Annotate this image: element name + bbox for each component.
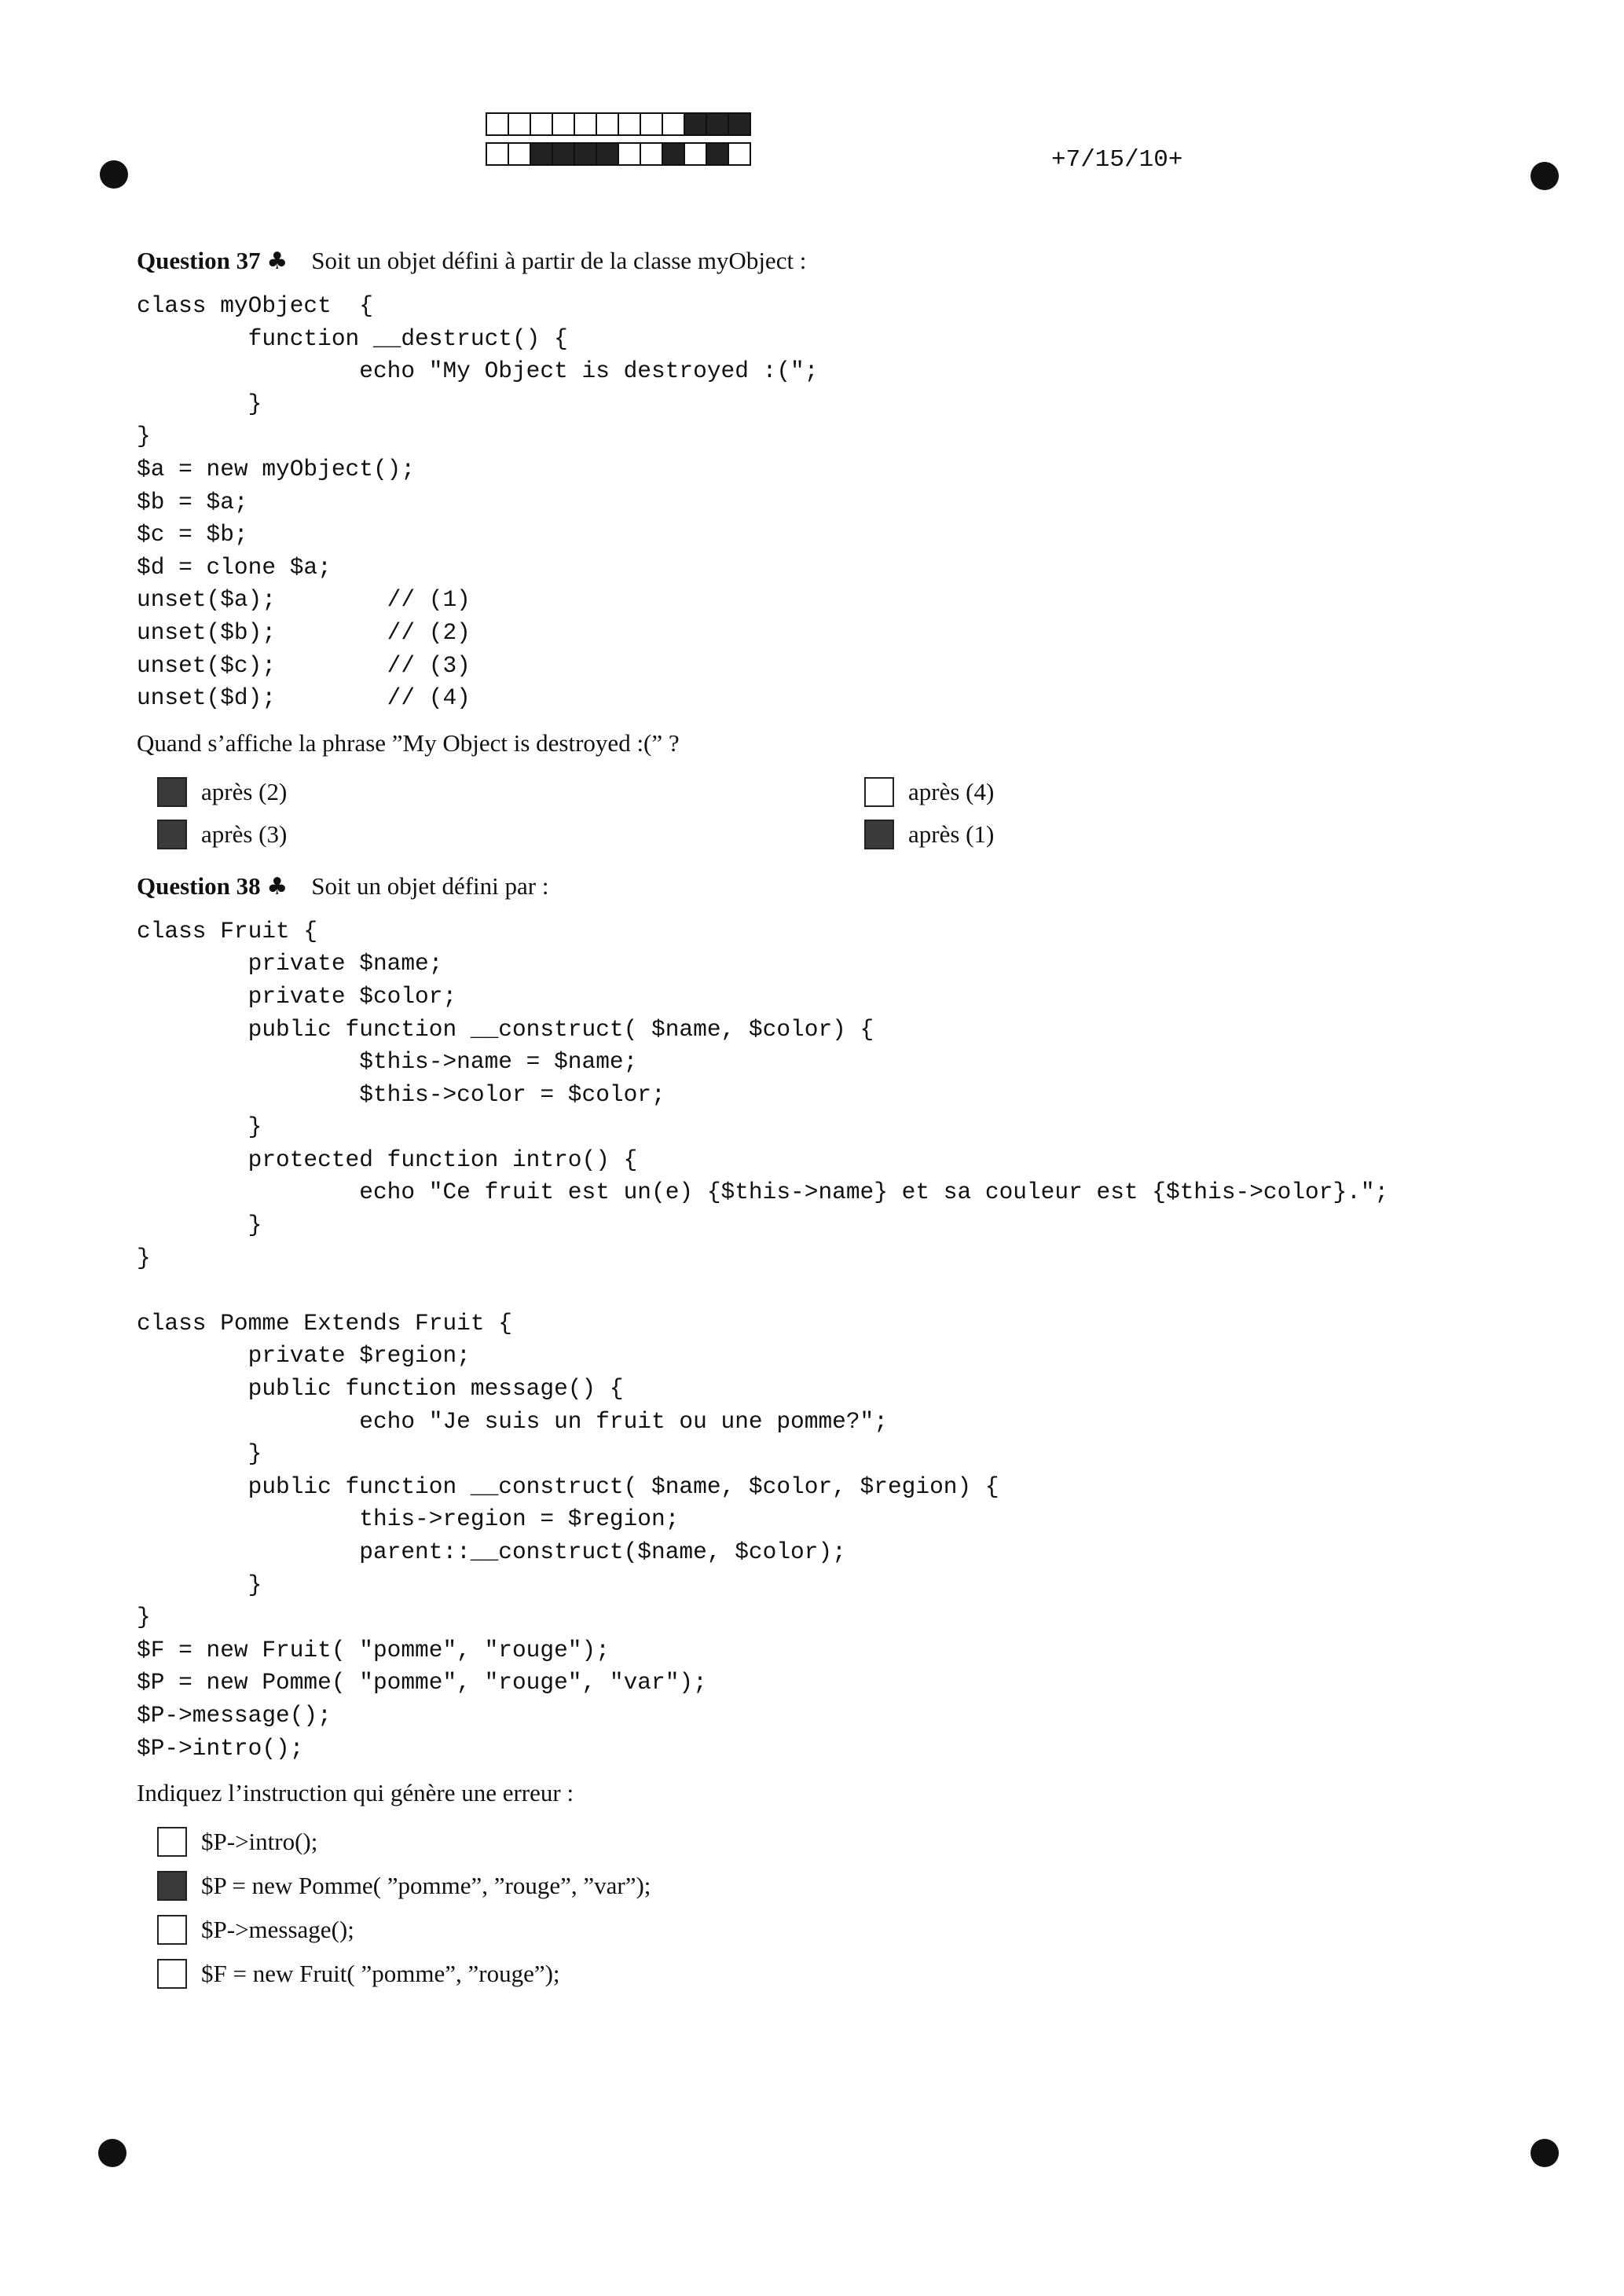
code-block: class myObject { function __destruct() { echo "My Object is destroyed :("; } } $a = new myObject(); $b = $a; $c = $b; $d = clone $a; unset($a); // (1) unset($b); // (2) unset($c); // (3) unset($d); // (4): [137, 292, 819, 712]
answer-label: après (1): [908, 820, 995, 848]
question-number: Question 38: [137, 871, 261, 900]
checkbox-unchecked[interactable]: [157, 1959, 187, 1989]
checkbox-checked[interactable]: [157, 777, 187, 807]
registration-mark-bottom-left: [98, 2139, 126, 2167]
answer-option[interactable]: [157, 1825, 1472, 1859]
answer-option[interactable]: [864, 775, 1414, 809]
page-identifier: +7/15/10+: [1051, 146, 1183, 174]
answer-option[interactable]: [157, 1869, 1472, 1903]
checkbox-checked[interactable]: [157, 820, 187, 849]
checkbox-unchecked[interactable]: [157, 1827, 187, 1857]
id-barcode-row-2: [486, 142, 750, 166]
club-icon: ♣: [266, 872, 288, 900]
id-barcode-row-1: [486, 112, 750, 136]
question-heading: [137, 869, 1472, 904]
answer-option[interactable]: [157, 817, 864, 852]
question-prompt: Quand s’affiche la phrase ”My Object is destroyed :(” ?: [137, 728, 680, 757]
answer-option[interactable]: [157, 1957, 1472, 1991]
question-heading: [137, 244, 1472, 279]
answer-option[interactable]: [157, 1913, 1472, 1947]
checkbox-unchecked[interactable]: [157, 1915, 187, 1945]
answer-options: [157, 775, 1472, 852]
answer-label: $P->message();: [201, 1916, 354, 1944]
question-37: [137, 244, 1472, 852]
question-number: Question 37: [137, 247, 261, 274]
answer-options: [157, 1825, 1472, 1991]
registration-mark-top-left: [100, 160, 128, 189]
checkbox-checked[interactable]: [864, 820, 894, 849]
registration-mark-bottom-right: [1531, 2139, 1559, 2167]
club-icon: ♣: [266, 248, 288, 275]
answer-option[interactable]: [864, 817, 1414, 852]
question-38: [137, 869, 1472, 1991]
answer-label: après (2): [201, 777, 288, 805]
answer-label: $P->intro();: [201, 1828, 318, 1856]
answer-label: $F = new Fruit( ”pomme”, ”rouge”);: [201, 1960, 560, 1988]
question-intro: Soit un objet défini à partir de la classe myObject :: [311, 247, 807, 274]
question-intro: Soit un objet défini par :: [311, 871, 549, 900]
answer-label: $P = new Pomme( ”pomme”, ”rouge”, ”var”);: [201, 1872, 651, 1900]
checkbox-checked[interactable]: [157, 1871, 187, 1901]
checkbox-unchecked[interactable]: [864, 777, 894, 807]
code-block: class Fruit { private $name; private $color; public function __construct( $name, $color) { $this->name = $name; $this->color = $color; } protected function intro() { echo "Ce fruit est un(e) {$this->name} et sa couleur est {$this->color}."; } } class Pomme Extends Fruit { private $region; public function message() { echo "Je suis un fruit ou une pomme?"; } public function __construct( $name, $color, $region) { this->region = $region; parent::__construct($name, $color); } } $F = new Fruit( "pomme", "rouge"); $P = new Pomme( "pomme", "rouge", "var"); $P->message(); $P->intro();: [137, 917, 1389, 1762]
answer-label: après (3): [201, 820, 288, 848]
registration-mark-top-right: [1531, 162, 1559, 190]
answer-label: après (4): [908, 777, 995, 805]
exam-content: [137, 244, 1472, 1991]
answer-option[interactable]: [157, 775, 864, 809]
question-prompt: Indiquez l’instruction qui génère une erreur :: [137, 1779, 574, 1807]
